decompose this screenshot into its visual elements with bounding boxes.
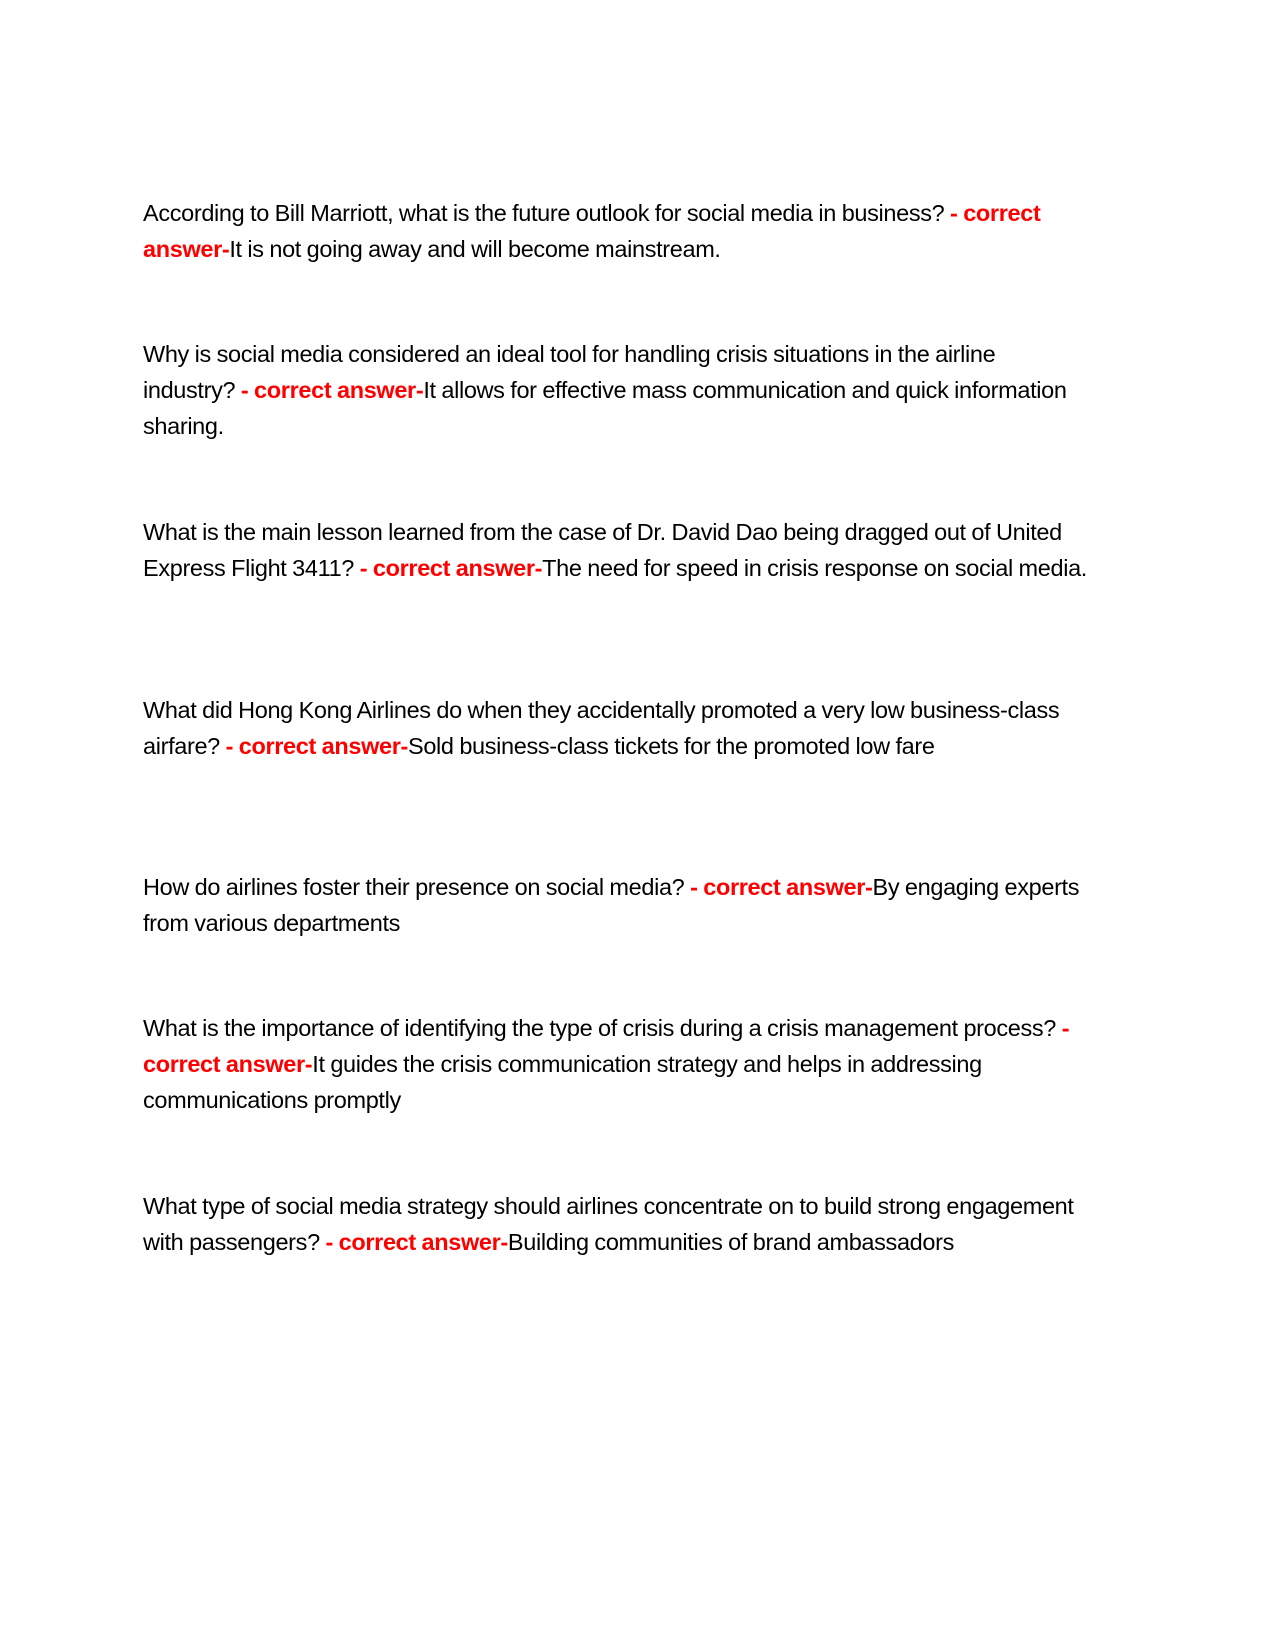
correct-answer-marker: - correct answer- bbox=[225, 733, 409, 759]
answer-text: It guides the crisis communication strategy and helps in addressing communications promptly bbox=[143, 1051, 982, 1113]
question-text: How do airlines foster their presence on social media? bbox=[143, 874, 685, 900]
correct-answer-marker: - correct answer- bbox=[143, 200, 1041, 262]
question-text: Why is social media considered an ideal tool for handling crisis situations in the airline industry? bbox=[143, 341, 996, 403]
answer-text: Building communities of brand ambassadors bbox=[507, 1229, 954, 1255]
correct-answer-marker: - correct answer- bbox=[690, 874, 873, 900]
qa-item bbox=[143, 195, 1088, 267]
answer-text: Sold business-class tickets for the promoted low fare bbox=[408, 733, 935, 759]
qa-item bbox=[143, 869, 1088, 941]
answer-text: By engaging experts from various departments bbox=[143, 874, 1080, 936]
qa-item bbox=[143, 692, 1088, 764]
answer-text: The need for speed in crisis response on social media. bbox=[542, 555, 1087, 581]
answer-text: It is not going away and will become mainstream. bbox=[229, 236, 721, 262]
qa-item bbox=[143, 336, 1088, 444]
question-text: What did Hong Kong Airlines do when they accidentally promoted a very low business-class airfare? bbox=[143, 697, 1060, 759]
correct-answer-marker: - correct answer- bbox=[325, 1229, 508, 1255]
correct-answer-marker: - correct answer- bbox=[143, 1015, 1070, 1077]
question-text: What type of social media strategy should airlines concentrate on to build strong engagement with passengers? bbox=[143, 1193, 1074, 1255]
qa-item bbox=[143, 514, 1088, 586]
question-text: According to Bill Marriott, what is the future outlook for social media in business? bbox=[143, 200, 945, 226]
correct-answer-marker: - correct answer- bbox=[359, 555, 543, 581]
question-text: What is the main lesson learned from the case of Dr. David Dao being dragged out of United Express Flight 3411? bbox=[143, 519, 1062, 581]
question-text: What is the importance of identifying the type of crisis during a crisis management process? bbox=[143, 1015, 1056, 1041]
qa-item bbox=[143, 1010, 1088, 1118]
qa-item bbox=[143, 1188, 1088, 1260]
correct-answer-marker: - correct answer- bbox=[240, 377, 424, 403]
answer-text: It allows for effective mass communication and quick information sharing. bbox=[143, 377, 1067, 439]
